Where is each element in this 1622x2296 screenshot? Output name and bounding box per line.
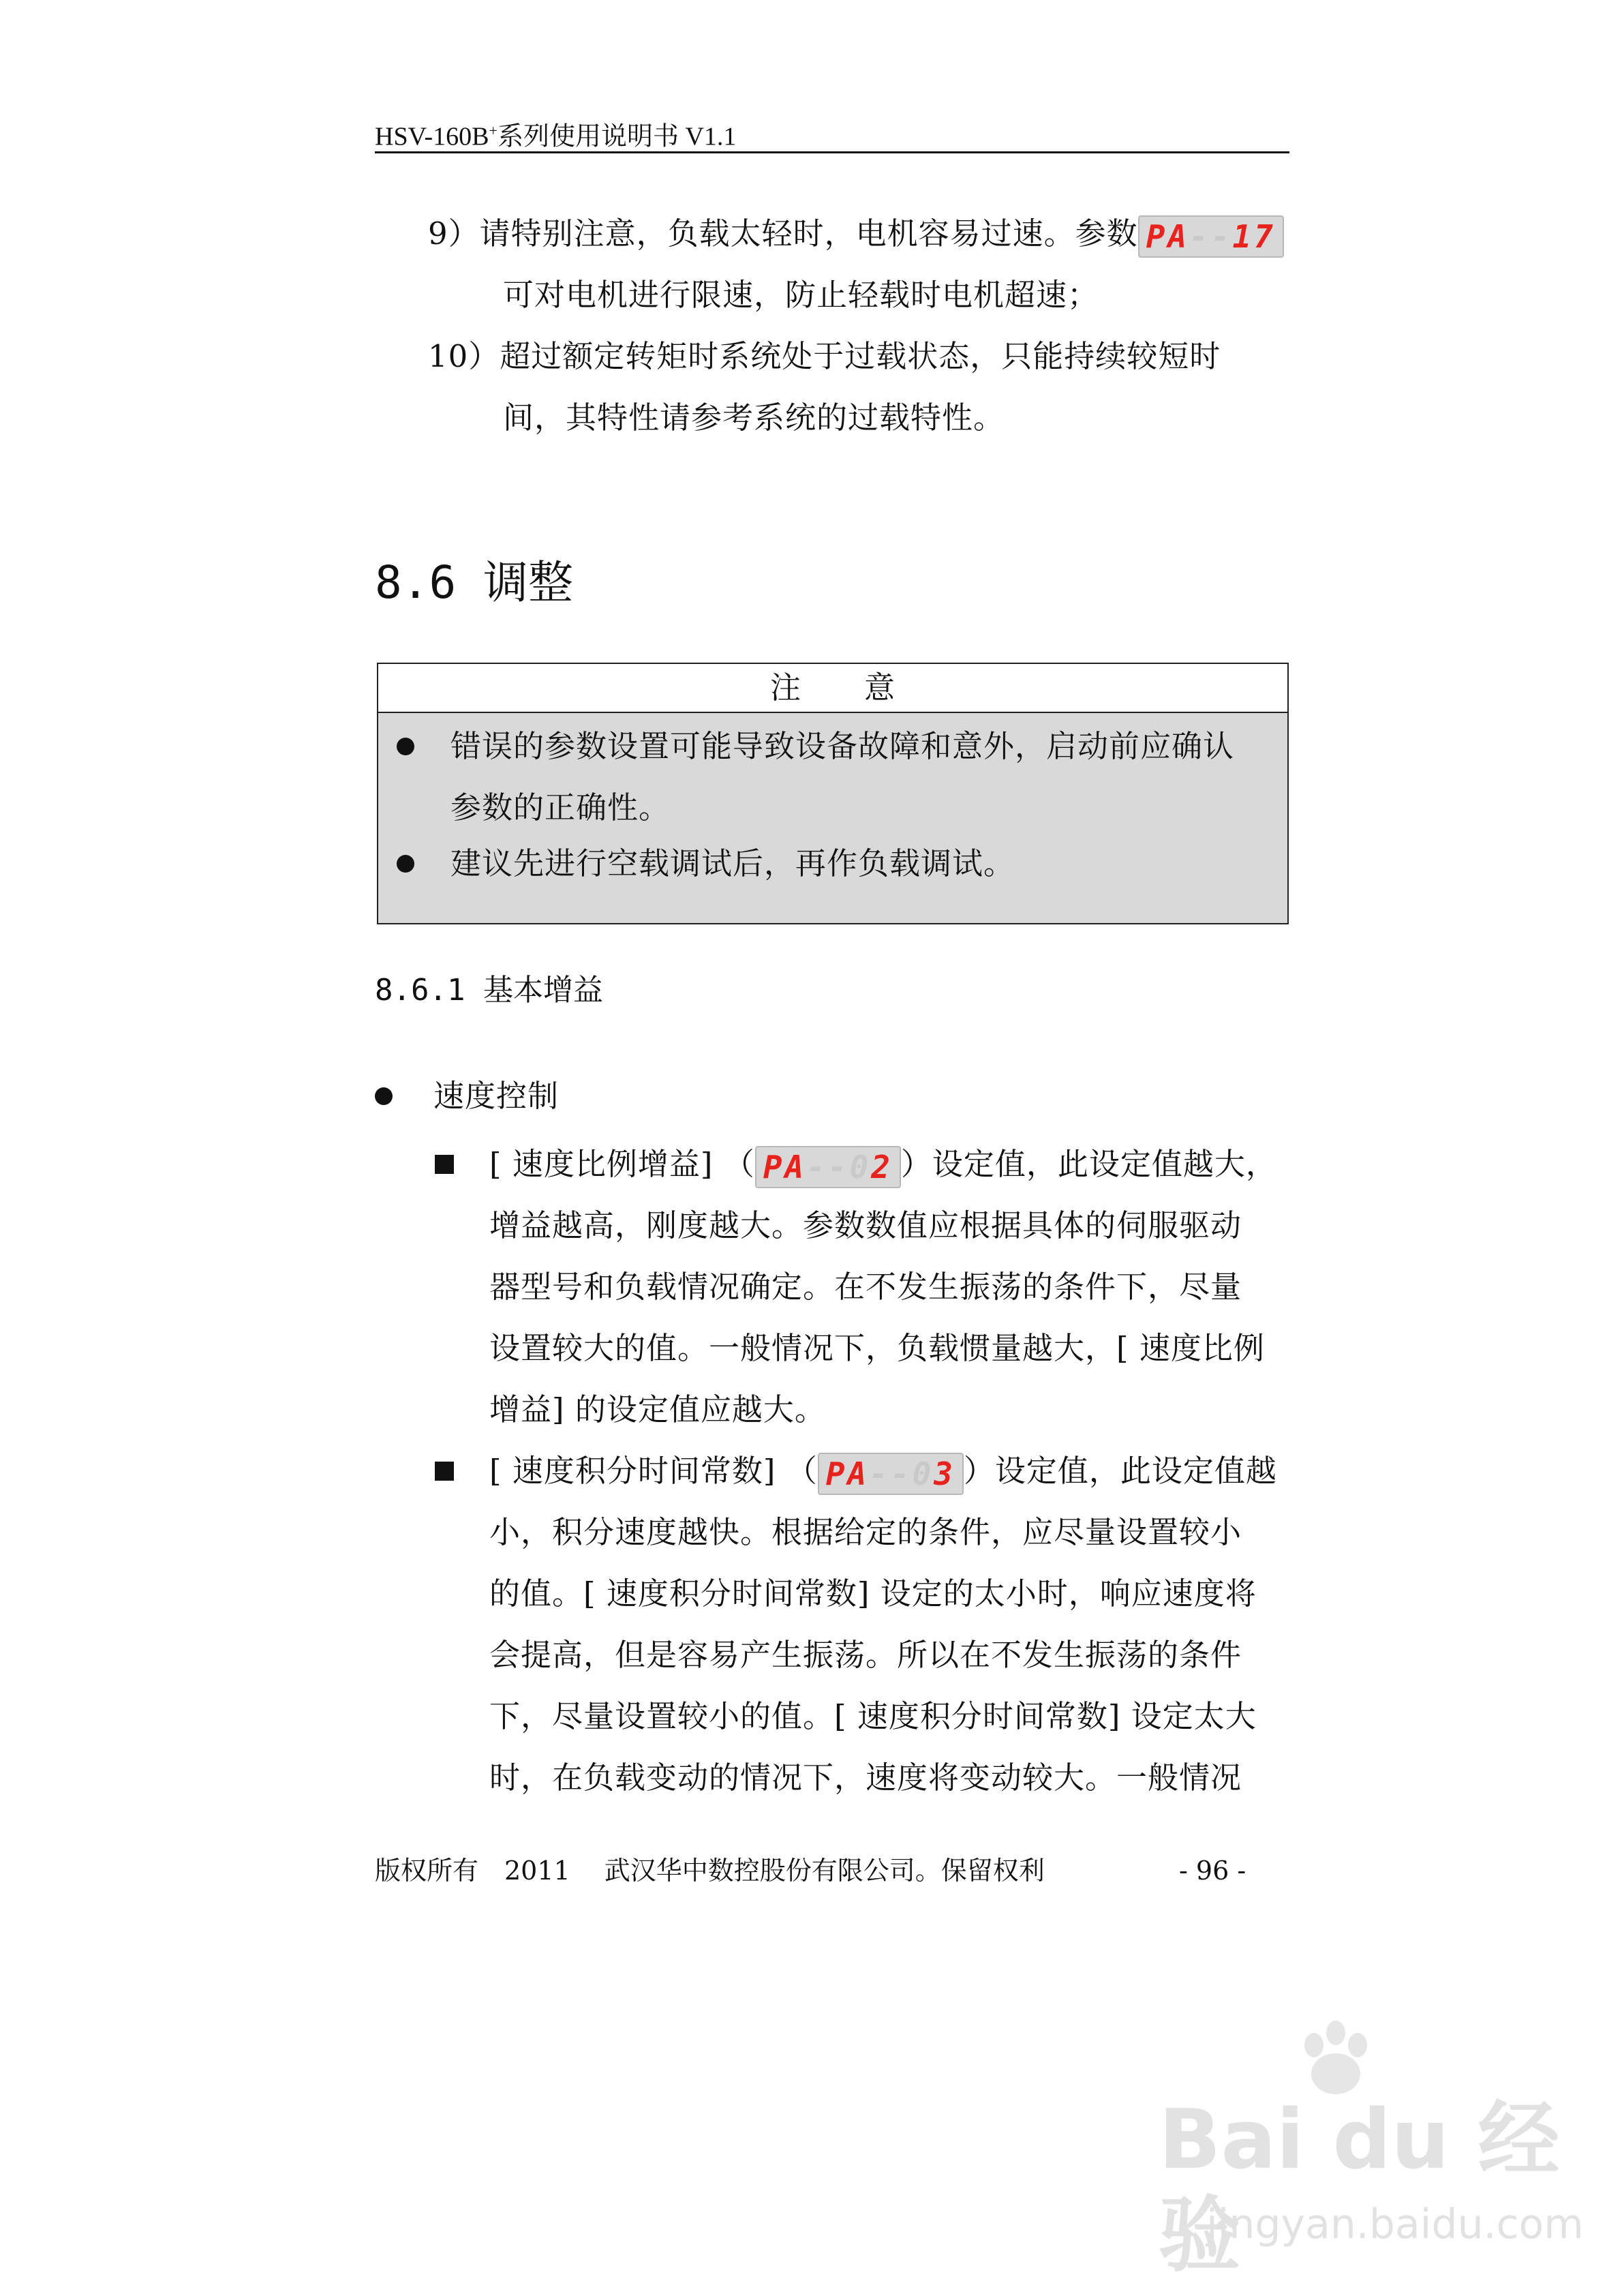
subsection-name: 基本增益 bbox=[483, 973, 603, 1008]
note-item-9-text: 9）请特别注意，负载太轻时，电机容易过速。参数 bbox=[428, 215, 1138, 252]
speed-gain-line: 器型号和负载情况确定。在不发生振荡的条件下，尽量 bbox=[489, 1269, 1242, 1305]
led-value: 3 bbox=[934, 1455, 955, 1492]
note-item-9-cont bbox=[503, 265, 1099, 326]
notice-body bbox=[378, 713, 1287, 923]
speed-gain-line: 增益] 的设定值应越大。 bbox=[489, 1391, 826, 1428]
speed-gain-line: 增益越高，刚度越大。参数数值应根据具体的伺服驱动 bbox=[489, 1207, 1242, 1243]
note-item-9-line1 bbox=[428, 203, 1284, 265]
notice-item-2-line1: 建议先进行空载调试后，再作负载调试。 bbox=[450, 845, 1015, 881]
bullet-square-icon bbox=[435, 1462, 454, 1481]
notice-box bbox=[377, 663, 1289, 924]
subsection-number: 8.6.1 bbox=[375, 973, 465, 1008]
note-item-10-line1: 10）超过额定转矩时系统处于过载状态，只能持续较短时 bbox=[428, 338, 1221, 374]
notice-item-1 bbox=[450, 716, 1234, 839]
speed-integral-open: [ 速度积分时间常数] （ bbox=[489, 1453, 818, 1489]
speed-gain-after: ）设定值，此设定值越大， bbox=[900, 1146, 1277, 1182]
note-item-9-line2: 可对电机进行限速，防止轻载时电机超速； bbox=[503, 277, 1099, 313]
footer-copyright: 版权所有 2011 武汉华中数控股份有限公司。保留权利 bbox=[375, 1856, 1045, 1886]
header-title-suffix: 系列使用说明书 V1.1 bbox=[497, 122, 737, 151]
led-prefix: PA bbox=[825, 1455, 870, 1492]
speed-integral-line: 时，在负载变动的情况下，速度将变动较大。一般情况 bbox=[489, 1759, 1242, 1796]
param-pa017-display bbox=[1138, 215, 1284, 258]
speed-integral-line: 的值。[ 速度积分时间常数] 设定的太小时，响应速度将 bbox=[489, 1575, 1257, 1612]
watermark-url: jingyan.baidu.com bbox=[1206, 2201, 1584, 2248]
speed-gain-line: 设置较大的值。一般情况下，负载惯量越大，[ 速度比例 bbox=[489, 1330, 1265, 1366]
header-rule bbox=[375, 151, 1289, 153]
header-title-sup: + bbox=[489, 122, 498, 139]
note-item-9 bbox=[428, 203, 1284, 265]
subsection-title bbox=[375, 967, 603, 1014]
speed-control-label bbox=[433, 1066, 559, 1127]
param-pa003-display bbox=[818, 1453, 964, 1495]
paw-logo-icon bbox=[1288, 2018, 1383, 2100]
bullet-dot-icon bbox=[397, 855, 414, 873]
speed-gain-open: [ 速度比例增益] （ bbox=[489, 1146, 755, 1182]
bullet-square-icon bbox=[435, 1155, 454, 1174]
led-dim: --0 bbox=[806, 1148, 872, 1185]
footer-page-number: - 96 - bbox=[1179, 1856, 1246, 1886]
section-name: 调整 bbox=[483, 556, 573, 609]
speed-control-text: 速度控制 bbox=[433, 1078, 560, 1114]
section-title bbox=[375, 552, 573, 614]
speed-integral-paragraph bbox=[489, 1440, 1277, 1809]
speed-gain-paragraph bbox=[489, 1134, 1277, 1440]
notice-heading: 注 意 bbox=[378, 664, 1287, 713]
speed-integral-line: 下，尽量设置较小的值。[ 速度积分时间常数] 设定太大 bbox=[489, 1698, 1257, 1734]
notice-item-2 bbox=[450, 833, 1015, 894]
led-prefix: PA bbox=[1146, 217, 1190, 255]
speed-integral-line: 会提高，但是容易产生振荡。所以在不发生振荡的条件 bbox=[489, 1637, 1242, 1673]
watermark-brand: Bai du 经验 bbox=[1159, 2093, 1560, 2283]
notice-item-1-line1: 错误的参数设置可能导致设备故障和意外，启动前应确认 bbox=[450, 728, 1235, 764]
bullet-dot-icon bbox=[397, 738, 414, 755]
param-pa002-display bbox=[755, 1146, 901, 1188]
note-item-10-line2: 间，其特性请参考系统的过载特性。 bbox=[503, 399, 1005, 436]
header-title bbox=[375, 115, 736, 153]
led-dim: -- bbox=[1189, 217, 1233, 255]
led-value: 2 bbox=[871, 1148, 893, 1185]
note-item-10 bbox=[428, 326, 1221, 387]
speed-integral-after: ）设定值，此设定值越 bbox=[963, 1453, 1277, 1489]
led-dim: --0 bbox=[869, 1455, 934, 1492]
speed-integral-line: 小，积分速度越快。根据给定的条件，应尽量设置较小 bbox=[489, 1514, 1242, 1550]
speed-gain-line-first bbox=[489, 1134, 1277, 1195]
bullet-dot-icon bbox=[375, 1087, 393, 1105]
led-prefix: PA bbox=[763, 1148, 807, 1185]
note-item-10-cont bbox=[503, 387, 1005, 449]
section-number: 8.6 bbox=[375, 556, 457, 609]
header-title-main: HSV-160B bbox=[375, 122, 489, 151]
notice-item-1-line2: 参数的正确性。 bbox=[450, 789, 671, 826]
speed-integral-line-first bbox=[489, 1440, 1277, 1502]
led-value: 17 bbox=[1232, 217, 1276, 255]
